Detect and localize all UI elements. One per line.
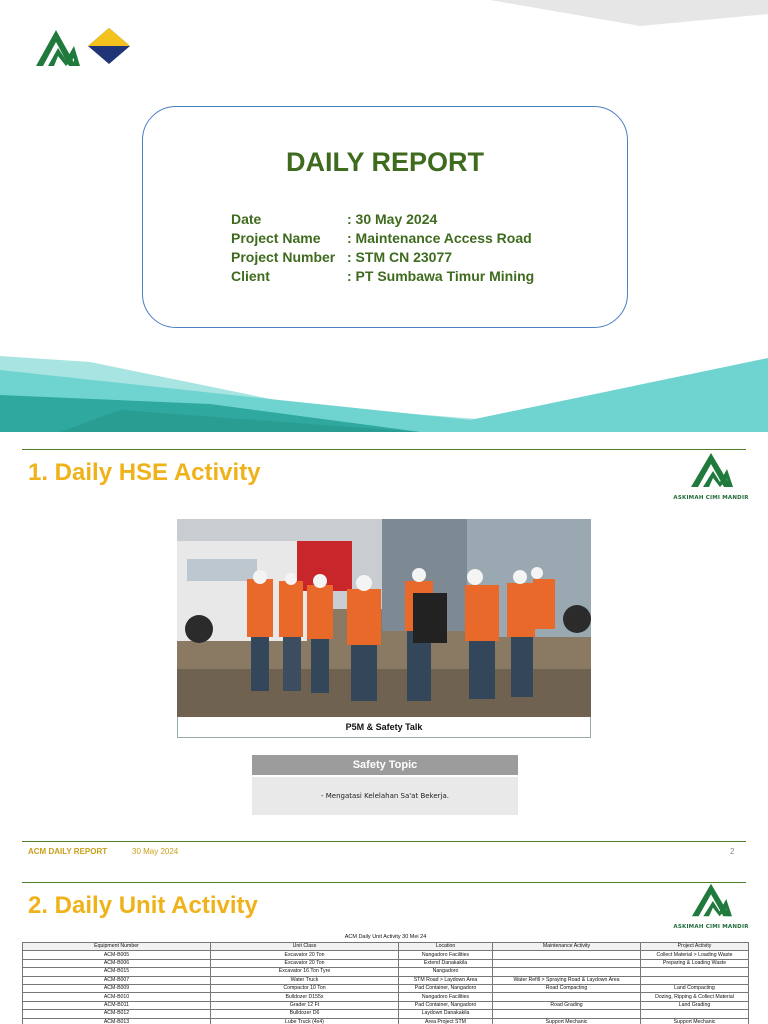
cell: STM Road > Laydown Area [399,976,493,984]
cell: ACM-B013 [23,1018,211,1024]
footer-date: 30 May 2024 [132,847,179,856]
cell: Compactor 10 Ton [211,984,399,992]
cell: Support Mechanic [493,1018,641,1024]
date-row [231,211,437,227]
cell: Road Grading [493,1001,641,1009]
cell: ACM-B009 [23,984,211,992]
table-row [23,1010,749,1018]
cell: Laydown Danakakila [399,1010,493,1018]
cell: Support Mechanic [641,1018,749,1024]
project-number-value: : STM CN 23077 [347,249,453,265]
brand-caption: ASKIMAH CIMI MANDIR [673,924,749,930]
cell: ACM-B015 [23,968,211,976]
project-number-label: Project Number [231,249,336,265]
client-value: : PT Sumbawa Timur Mining [347,268,535,284]
hse-page [0,433,768,871]
cell: Preparing & Loading Waste [641,959,749,967]
header-equipment-number: Equipment Number [23,943,211,951]
table-header-row [23,943,749,951]
safety-talk-photo [177,519,591,717]
acm-brand-mark [673,880,749,930]
table-row [23,1018,749,1024]
table-row [23,976,749,984]
top-divider [22,449,746,450]
cell: Nangadoro Facilities [399,993,493,1001]
cover-page [0,0,768,432]
date-value: : 30 May 2024 [347,211,438,227]
table-row [23,959,749,967]
cell: Collect Material > Loading Waste [641,951,749,959]
cell: Land Grading [641,1001,749,1009]
cell [493,1010,641,1018]
cell: Lube Truck (4x4) [211,1018,399,1024]
project-name-label: Project Name [231,230,321,246]
table-row [23,984,749,992]
footer-divider [22,841,746,842]
table-row [23,993,749,1001]
cell: ACM-B005 [23,951,211,959]
unit-activity-page [0,872,768,1024]
client-row [231,268,534,284]
cell [641,968,749,976]
cell: Bulldozer D6 [211,1010,399,1018]
header-project-activity: Project Activity [641,943,749,951]
cell: Water Truck [211,976,399,984]
cell: Excavator 20 Ton [211,959,399,967]
cell: ACM-B010 [23,993,211,1001]
cell: Water Refill > Spraying Road & Laydown Area [493,976,641,984]
cell: Land Compacting [641,984,749,992]
cell: ACM-B011 [23,1001,211,1009]
cell: Road Compacting [493,984,641,992]
acm-logo-icon [673,880,749,920]
table-row [23,968,749,976]
top-divider [22,882,746,883]
brand-caption: ASKIMAH CIMI MANDIR [673,495,749,501]
table-row [23,951,749,959]
header-location: Location [399,943,493,951]
photo-caption: P5M & Safety Talk [177,717,591,738]
hse-section-title: 1. Daily HSE Activity [28,459,261,486]
acm-brand-mark [673,449,749,501]
acm-logo-icon [673,449,749,491]
cell: Grader 12 Ft [211,1001,399,1009]
cell [641,1010,749,1018]
project-number-row [231,249,452,265]
cell [493,951,641,959]
cell [493,959,641,967]
cell: Nangadoro [399,968,493,976]
cell: Pad Container, Nangadoro [399,1001,493,1009]
unit-activity-table [22,933,749,1024]
table-row [23,1001,749,1009]
header-maintenance-activity: Maintenance Activity [493,943,641,951]
unit-section-title: 2. Daily Unit Activity [28,892,258,919]
cell: Area Project STM [399,1018,493,1024]
project-name-row [231,230,532,246]
cell [493,968,641,976]
footer-page-number: 2 [730,847,735,856]
cell: ACM-B012 [23,1010,211,1018]
cover-info-card [142,106,628,328]
cell [493,993,641,1001]
cell: Dozing, Ripping & Collect Material [641,993,749,1001]
cell: Bulldozer D155x [211,993,399,1001]
footer-report-name: ACM DAILY REPORT [28,847,108,856]
cell: Excavator 20 Ton [211,951,399,959]
project-name-value: : Maintenance Access Road [347,230,532,246]
table-title: ACM Daily Unit Activity 30 Mei 24 [344,934,427,940]
cell: ACM-B007 [23,976,211,984]
cell: ACM-B006 [23,959,211,967]
cell: Extend Danakakila [399,959,493,967]
client-label: Client [231,268,270,284]
cell [641,976,749,984]
cell: Excavator 16 Ton Tyre [211,968,399,976]
company-logo-icon [34,24,134,70]
report-title: DAILY REPORT [285,147,485,177]
safety-topic-header: Safety Topic [252,755,518,775]
cell: Nangadoro Facilities [399,951,493,959]
header-unit-class: Unit Class [211,943,399,951]
safety-topic-item: - Mengatasi Kelelahan Sa'at Bekerja. [252,777,518,815]
cell: Pad Container, Nangadoro [399,984,493,992]
date-label: Date [231,211,262,227]
